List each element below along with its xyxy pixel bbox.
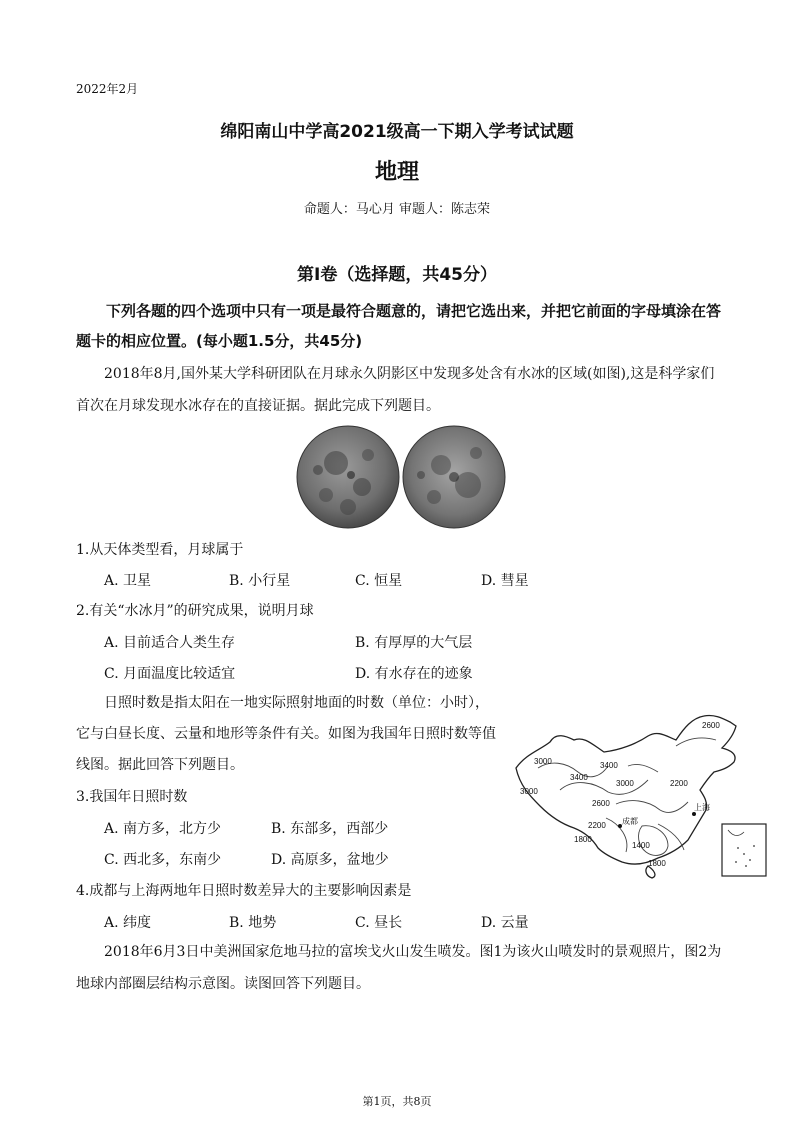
isoline-label: 3000 xyxy=(534,757,552,766)
city-label-chengdu: 成都 xyxy=(622,817,638,826)
moon-south-pole xyxy=(297,426,399,528)
q3-option-c: C. 西北多，东南少 xyxy=(104,852,222,868)
passage-volcano: 2018年6月3日中美洲国家危地马拉的富埃戈火山发生喷发。图1为该火山喷发时的景观照片，图2为地球内部圈层结构示意图。读图回答下列题目。 xyxy=(76,944,722,992)
subject-title: 地理 xyxy=(374,160,419,185)
q4-option-b: B. 地势 xyxy=(229,915,277,931)
authors-line: 命题人：马心月 审题人：陈志荣 xyxy=(303,202,491,217)
q3-option-b: B. 东部多，西部少 xyxy=(271,821,389,837)
south-china-sea-inset xyxy=(722,824,766,876)
q1-option-a: A. 卫星 xyxy=(104,573,152,589)
question-3-stem: 3.我国年日照时数 xyxy=(76,789,188,805)
passage-moon: 2018年8月,国外某大学科研团队在月球永久阴影区中发现多处含有水冰的区域(如图),这是科学家们首次在月球发现水冰存在的直接证据。据此完成下列题目。 xyxy=(76,366,715,414)
q3-option-a: A. 南方多，北方少 xyxy=(104,821,222,837)
passage-sunshine: 日照时数是指太阳在一地实际照射地面的时数（单位：小时），它与白昼长度、云量和地形等条件有关。如图为我国年日照时数等值线图。据此回答下列题目。 xyxy=(76,695,496,773)
section-instructions: 下列各题的四个选项中只有一项是最符合题意的，请把它选出来，并把它前面的字母填涂在答题卡的相应位置。(每小题1.5分，共45分) xyxy=(76,302,722,350)
isoline-label: 1400 xyxy=(632,841,650,850)
exam-date: 2022年2月 xyxy=(76,82,139,96)
moon-poles-image xyxy=(296,425,506,530)
q3-option-d: D. 高原多，盆地少 xyxy=(271,852,389,868)
isoline-label: 1800 xyxy=(648,859,666,868)
page-footer: 第1页，共8页 xyxy=(362,1095,432,1108)
isoline-label: 2200 xyxy=(670,779,688,788)
question-1-stem: 1.从天体类型看，月球属于 xyxy=(76,542,244,558)
isoline-label: 3000 xyxy=(616,779,634,788)
isoline-label: 3400 xyxy=(600,761,618,770)
q4-option-d: D. 云量 xyxy=(481,915,529,931)
isoline-label: 2200 xyxy=(588,821,606,830)
q2-option-c: C. 月面温度比较适宜 xyxy=(104,666,236,682)
q1-option-b: B. 小行星 xyxy=(229,573,291,589)
isoline-label: 3400 xyxy=(570,773,588,782)
q1-option-d: D. 彗星 xyxy=(481,573,529,589)
q2-option-a: A. 目前适合人类生存 xyxy=(104,635,236,651)
q1-option-c: C. 恒星 xyxy=(355,573,403,589)
question-2-stem: 2.有关“水冰月”的研究成果，说明月球 xyxy=(76,603,314,619)
q4-option-c: C. 昼长 xyxy=(355,915,403,931)
section-title: 第Ⅰ卷（选择题，共45分） xyxy=(297,265,497,285)
q2-option-d: D. 有水存在的迹象 xyxy=(355,666,473,682)
isoline-label: 2600 xyxy=(592,799,610,808)
china-sunshine-isoline-map xyxy=(508,706,770,884)
city-label-shanghai: 上海 xyxy=(694,803,710,812)
isoline-label: 3000 xyxy=(520,787,538,796)
shanghai-marker xyxy=(692,812,696,816)
question-4-stem: 4.成都与上海两地年日照时数差异大的主要影响因素是 xyxy=(76,883,412,899)
isoline-label: 1800 xyxy=(574,835,592,844)
exam-title: 绵阳南山中学高2021级高一下期入学考试试题 xyxy=(220,122,574,142)
moon-north-pole xyxy=(403,426,505,528)
isoline-label: 2600 xyxy=(702,721,720,730)
q2-option-b: B. 有厚厚的大气层 xyxy=(355,635,473,651)
q4-option-a: A. 纬度 xyxy=(104,915,152,931)
